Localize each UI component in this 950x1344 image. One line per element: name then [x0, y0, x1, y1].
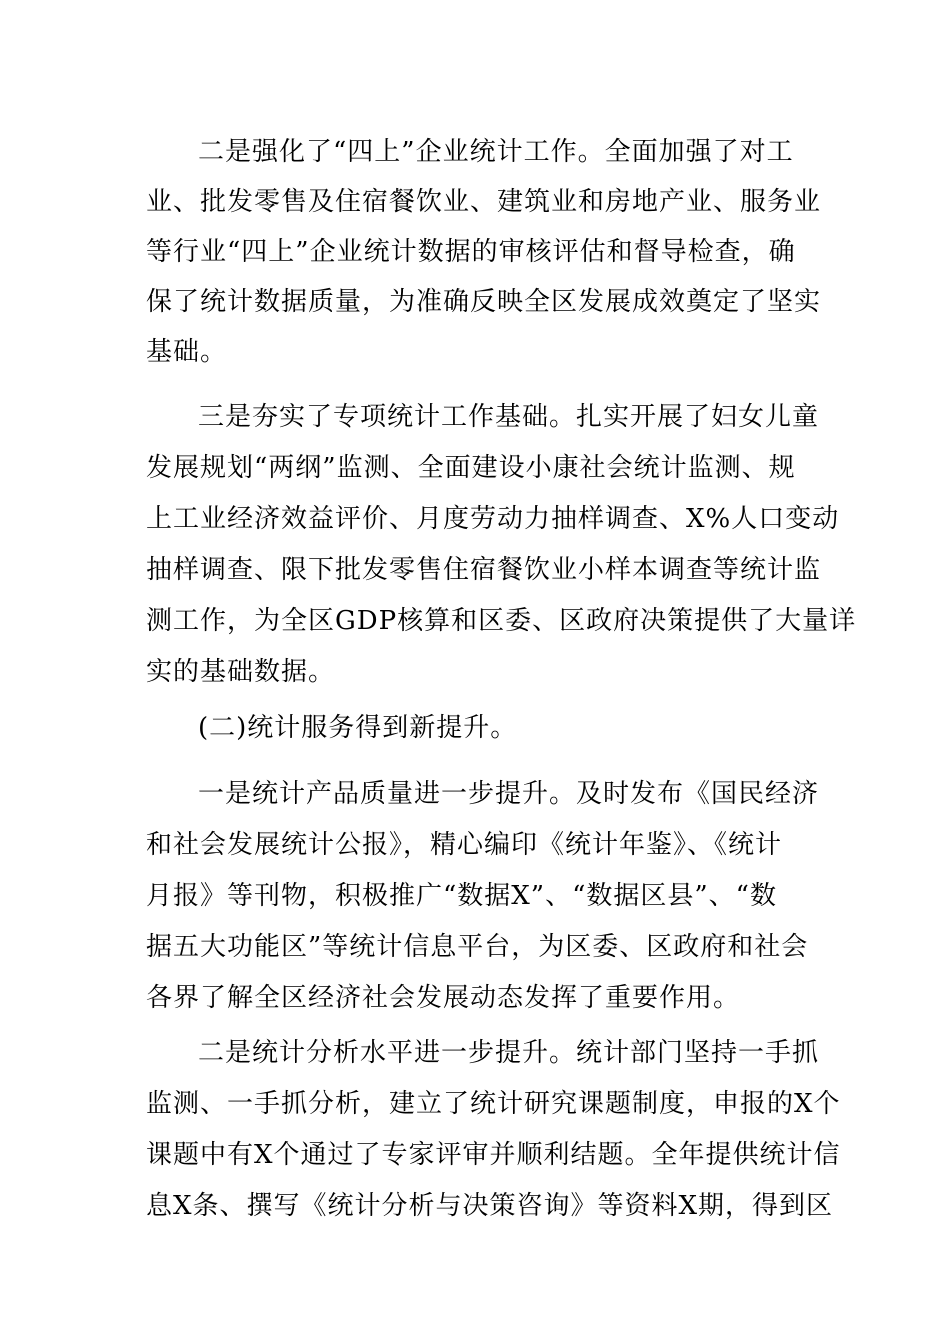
text-line: 实的基础数据。 [146, 657, 336, 687]
text-line: 二是统计分析水平进一步提升。统计部门坚持一手抓 [198, 1038, 820, 1068]
text-line: 抽样调查、限下批发零售住宿餐饮业小样本调查等统计监 [146, 555, 822, 585]
text-line: 发展规划“两纲”监测、全面建设小康社会统计监测、规 [146, 453, 796, 483]
text-line: 基础。 [146, 337, 228, 367]
text-line: 一是统计产品质量进一步提升。及时发布《国民经济 [198, 779, 820, 809]
section-heading: (二)统计服务得到新提升。 [198, 713, 518, 743]
text-line: 等行业“四上”企业统计数据的审核评估和督导检查，确 [146, 237, 796, 267]
text-line: 息X条、撰写《统计分析与决策咨询》等资料X期，得到区 [146, 1191, 834, 1221]
text-line: 业、批发零售及住宿餐饮业、建筑业和房地产业、服务业 [146, 187, 822, 217]
text-line: 据五大功能区”等统计信息平台，为区委、区政府和社会 [146, 932, 809, 962]
text-line: 各界了解全区经济社会发展动态发挥了重要作用。 [146, 983, 741, 1013]
text-line: 测工作，为全区GDP核算和区委、区政府决策提供了大量详 [146, 606, 857, 636]
text-line: 保了统计数据质量，为准确反映全区发展成效奠定了坚实 [146, 287, 822, 317]
text-line: 月报》等刊物，积极推广“数据X”、“数据区县”、“数 [146, 881, 777, 911]
text-line: 二是强化了“四上”企业统计工作。全面加强了对工 [198, 137, 794, 167]
text-line: 和社会发展统计公报》，精心编印《统计年鉴》、《统计 [146, 830, 783, 860]
text-line: 课题中有X个通过了专家评审并顺利结题。全年提供统计信 [146, 1140, 841, 1170]
text-line: 监测、一手抓分析，建立了统计研究课题制度，申报的X个 [146, 1089, 841, 1119]
text-line: 三是夯实了专项统计工作基础。扎实开展了妇女儿童 [198, 402, 820, 432]
text-line: 上工业经济效益评价、月度劳动力抽样调查、X%人口变动 [146, 504, 840, 534]
